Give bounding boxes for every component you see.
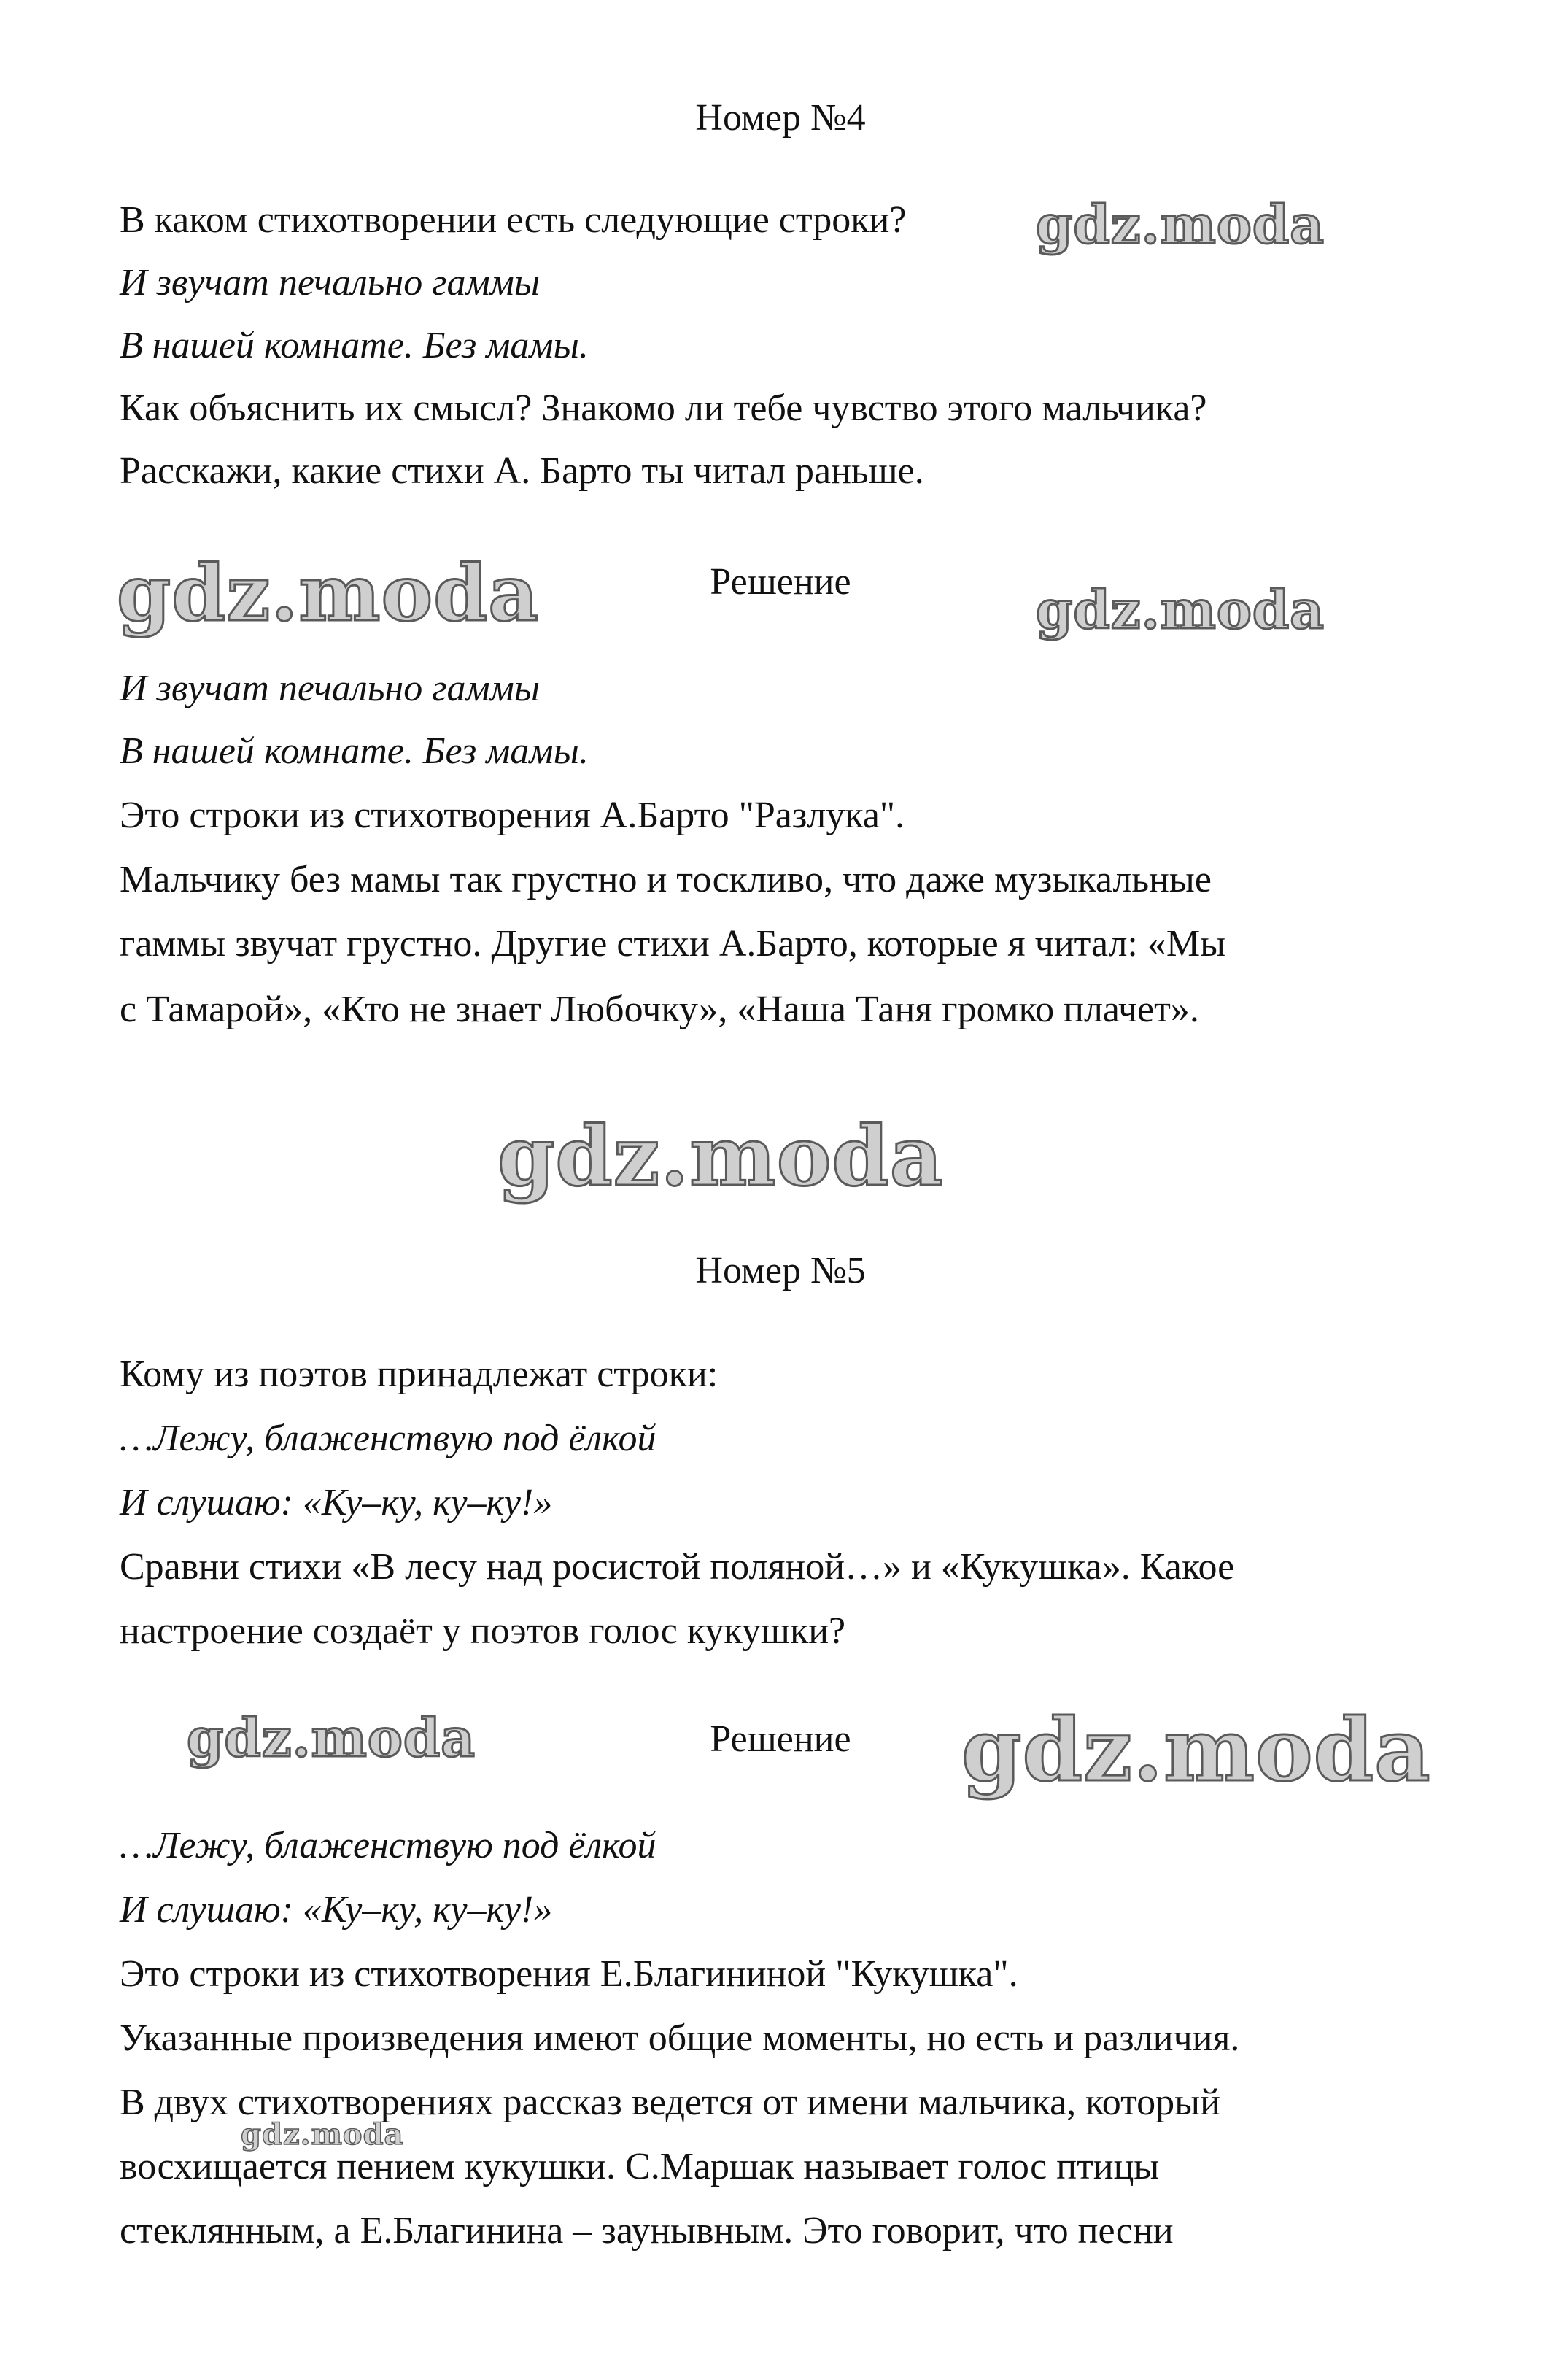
task4-answer-line-1: Это строки из стихотворения А.Барто "Разлука". (120, 795, 905, 836)
task5-answer-quote-1: …Лежу, блаженствую под ёлкой (120, 1825, 656, 1866)
watermark-logo: gdz.moda (241, 2117, 404, 2152)
task5-answer-line-4: восхищается пением кукушки. С.Маршак называет голос птицы (120, 2146, 1160, 2187)
task5-solution-heading: Решение (710, 1718, 851, 1760)
task4-question-line-2: Как объяснить их смысл? Знакомо ли тебе чувство этого мальчика? (120, 387, 1207, 429)
task4-quote-line-1: И звучат печально гаммы (120, 262, 541, 304)
task4-quote-line-2: В нашей комнате. Без мамы. (120, 325, 589, 366)
task5-answer-line-5: стеклянным, а Е.Благинина – заунывным. Это говорит, что песни (120, 2210, 1174, 2252)
task4-solution-heading: Решение (710, 561, 851, 603)
task5-answer-line-1: Это строки из стихотворения Е.Благининой "Кукушка". (120, 1953, 1018, 1995)
watermark-logo: gdz.moda (117, 547, 539, 638)
task5-question-line-2: Сравни стихи «В лесу над росистой поляной…» и «Кукушка». Какое (120, 1546, 1235, 1588)
watermark-logo: gdz.moda (961, 1699, 1431, 1801)
task4-answer-line-4: с Тамарой», «Кто не знает Любочку», «Наша Таня громко плачет». (120, 989, 1199, 1030)
task4-question-line-1: В каком стихотворении есть следующие строки? (120, 199, 907, 241)
task5-title: Номер №5 (695, 1250, 866, 1291)
task5-question-line-3: настроение создаёт у поэтов голос кукушки? (120, 1610, 846, 1652)
task5-answer-line-2: Указанные произведения имеют общие моменты, но есть и различия. (120, 2017, 1240, 2059)
task4-question-line-3: Расскажи, какие стихи А. Барто ты читал раньше. (120, 450, 924, 492)
watermark-logo: gdz.moda (1036, 193, 1325, 255)
task5-quote-line-2: И слушаю: «Ку–ку, ку–ку!» (120, 1482, 553, 1523)
task4-answer-quote-1: И звучат печально гаммы (120, 668, 541, 709)
task5-quote-line-1: …Лежу, блаженствую под ёлкой (120, 1418, 656, 1459)
watermark-logo: gdz.moda (497, 1109, 944, 1205)
task4-answer-line-3: гаммы звучат грустно. Другие стихи А.Барто, которые я читал: «Мы (120, 923, 1226, 965)
task4-answer-quote-2: В нашей комнате. Без мамы. (120, 730, 589, 772)
task4-title: Номер №4 (695, 97, 866, 139)
task5-answer-line-3: В двух стихотворениях рассказ ведется от имени мальчика, который (120, 2082, 1220, 2123)
task4-answer-line-2: Мальчику без мамы так грустно и тоскливо, что даже музыкальные (120, 859, 1212, 900)
task5-answer-quote-2: И слушаю: «Ку–ку, ку–ку!» (120, 1889, 553, 1931)
watermark-logo: gdz.moda (187, 1707, 476, 1769)
task5-question-line-1: Кому из поэтов принадлежат строки: (120, 1353, 718, 1395)
watermark-logo: gdz.moda (1036, 579, 1325, 641)
